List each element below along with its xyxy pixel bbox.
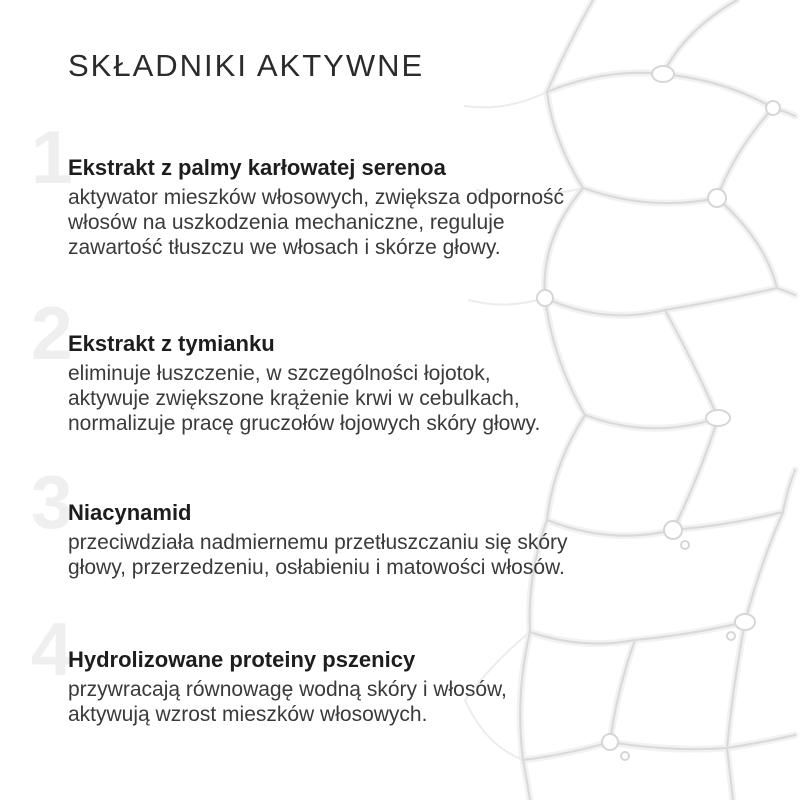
- section-number-2: 2: [31, 291, 73, 375]
- ingredient-section-4: [31, 607, 668, 727]
- ingredient-heading-3: Niacynamid: [68, 500, 192, 525]
- section-number-4: 4: [31, 607, 73, 691]
- description-line: głowy, przerzedzeniu, osłabieniu i matowości włosów.: [68, 556, 565, 579]
- description-line: normalizuje pracę gruczołów łojowych skóry głowy.: [68, 412, 541, 435]
- ingredient-section-2: [31, 291, 668, 436]
- description-line: eliminuje łuszczenie, w szczególności łojotok,: [68, 362, 491, 385]
- ingredient-section-1: [31, 115, 668, 260]
- description-line: przeciwdziała nadmiernemu przetłuszczaniu się skóry: [68, 531, 568, 554]
- section-number-1: 1: [31, 115, 73, 199]
- description-line: aktywują wzrost mieszków włosowych.: [68, 703, 428, 726]
- ingredient-description-4: [68, 677, 668, 727]
- ingredient-heading-2: Ekstrakt z tymianku: [68, 331, 275, 356]
- page-title: SKŁADNIKI AKTYWNE: [68, 48, 425, 83]
- ingredient-heading-4: Hydrolizowane proteiny pszenicy: [68, 647, 416, 672]
- ingredient-description-1: [68, 185, 668, 260]
- section-number-3: 3: [31, 460, 73, 544]
- ingredient-description-2: [68, 361, 668, 436]
- description-line: włosów na uszkodzenia mechaniczne, reguluje: [68, 211, 505, 234]
- ingredient-heading-1: Ekstrakt z palmy karłowatej serenoa: [68, 155, 446, 180]
- ingredient-description-3: [68, 530, 668, 580]
- description-line: zawartość tłuszczu we włosach i skórze głowy.: [68, 236, 501, 259]
- description-line: aktywuje zwiększone krążenie krwi w cebulkach,: [68, 387, 520, 410]
- description-line: aktywator mieszków włosowych, zwiększa odporność: [68, 186, 565, 209]
- description-line: przywracają równowagę wodną skóry i włosów,: [68, 678, 507, 701]
- ingredient-section-3: [31, 460, 668, 580]
